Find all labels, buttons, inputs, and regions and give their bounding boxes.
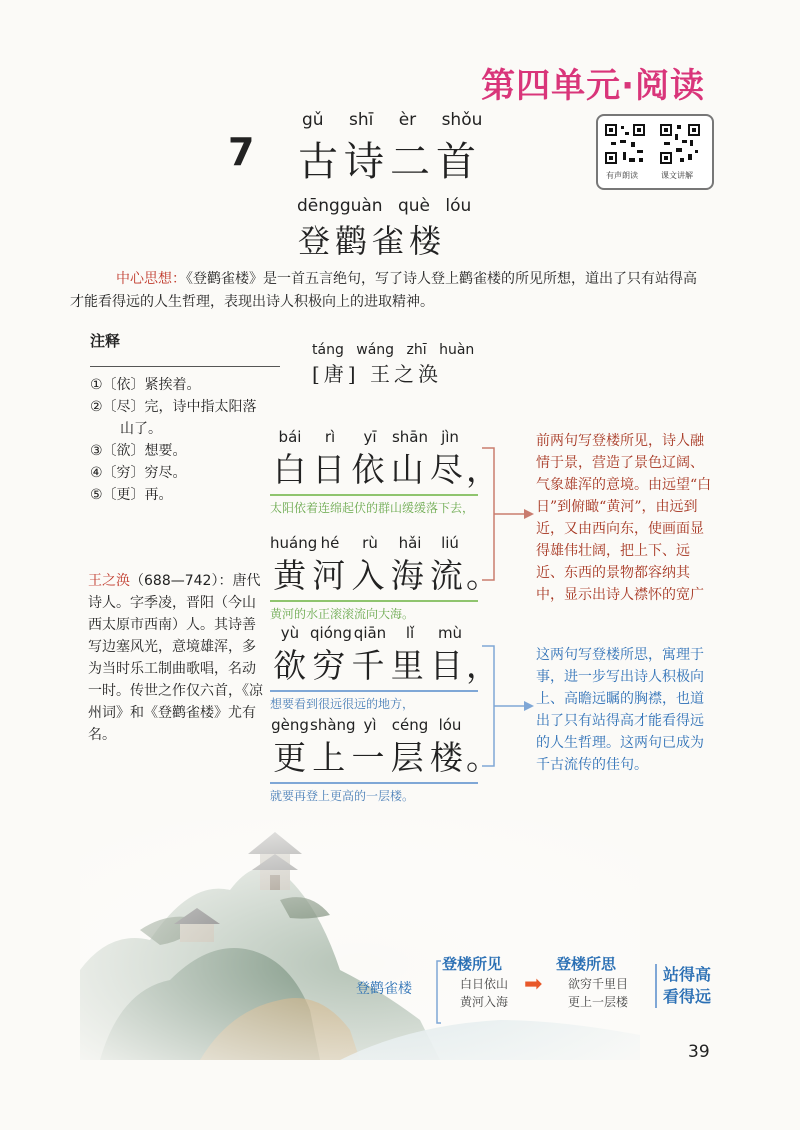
pinyin-syllable: jìn [441, 428, 459, 446]
poem-punctuation: 。 [466, 738, 500, 777]
note-item: ③〔欲〕想要。 [90, 443, 187, 459]
summary-conclusion [655, 964, 711, 1008]
pinyin-syllable: hé [320, 534, 340, 552]
summary-box-thought-line: 欲穷千里目 [567, 977, 628, 991]
arrow-blue-icon [524, 701, 534, 711]
poem-char: 尽 [429, 450, 463, 489]
poem-char: 入 [351, 556, 385, 595]
pinyin-syllable: bái [278, 428, 302, 446]
pinyin-syllable: gèng [271, 716, 309, 734]
pinyin-syllable: yù [280, 624, 300, 642]
line-translation: 想要看到很远很远的地方， [270, 697, 415, 711]
pinyin-syllable: yī [363, 428, 377, 446]
poem-char: 山 [390, 450, 424, 489]
pinyin-syllable: qióng [310, 624, 352, 642]
qr-code-audio-icon[interactable] [603, 122, 647, 166]
pinyin-syllable: huáng [270, 534, 318, 552]
arrow-red-icon [524, 509, 534, 519]
qr-code-lecture-icon[interactable] [658, 122, 702, 166]
pinyin-syllable: shàng [310, 716, 356, 734]
poem-char: 依 [351, 450, 385, 489]
poem-char: 层 [390, 738, 424, 777]
qr-code-panel[interactable] [596, 114, 714, 190]
poem-char: 流 [429, 556, 463, 595]
poem-char: 黄 [273, 556, 307, 595]
line-underline [270, 600, 478, 602]
line-translation: 太阳依着连绵起伏的群山缓缓落下去， [270, 501, 475, 515]
poem-char: 河 [312, 556, 346, 595]
author-bio [88, 570, 263, 746]
lesson-number: 7 [228, 130, 255, 174]
poem-line-4 [270, 716, 500, 804]
notes-list [90, 374, 290, 506]
dynasty-author: [唐] 王之涣 [312, 362, 442, 386]
poem-title-pinyin: dēngguàn què lóu [297, 196, 472, 216]
poem-char: 日 [312, 450, 346, 489]
poem-char: 穷 [312, 646, 346, 685]
poem-char: 白 [273, 450, 307, 489]
pinyin-syllable: lǐ [405, 624, 415, 642]
poem-line-2 [270, 534, 500, 622]
poem-punctuation: ， [466, 450, 500, 489]
notes-title: 注释 [90, 332, 121, 350]
pinyin-syllable: mù [437, 624, 463, 642]
page-number: 39 [688, 1042, 710, 1062]
author-text: （688—742）：唐代诗人。字季凌，晋阳（今山西太原市西南）人。其诗善写边塞风光，意境雄浑，多为当时乐工制曲歌唱，名动一时。传世之作仅六首，《凉州词》和《登鹳雀楼》尤有名。 [88, 573, 263, 743]
line-pinyin [270, 428, 490, 448]
poem-char: 海 [390, 556, 424, 595]
note-item: ①〔依〕紧挨着。 [90, 377, 201, 393]
poem-title: 登鹳雀楼 [298, 222, 447, 260]
poem-char: 欲 [273, 646, 307, 685]
qr-label-audio: 有声朗读 [606, 171, 638, 180]
qr-label-lecture: 课文讲解 [661, 171, 693, 180]
note-item: ④〔穷〕穷尽。 [90, 465, 187, 481]
poem-line-3 [270, 624, 500, 712]
poem-punctuation: ， [466, 646, 500, 685]
summary-conclusion-line: 站得高 [663, 965, 712, 984]
summary-box-seen-line: 白日依山 [459, 977, 508, 991]
line-translation: 就要再登上更高的一层楼。 [270, 789, 415, 803]
summary-arrow-icon: ➡ [524, 972, 543, 997]
main-idea-text: 《登鹳雀楼》是一首五言绝句，写了诗人登上鹳雀楼的所见所想，道出了只有站得高才能看得远的人生哲理，表现出诗人积极向上的进取精神。 [70, 271, 697, 310]
line-pinyin [270, 716, 490, 736]
pinyin-syllable: shān [391, 428, 429, 446]
poem-punctuation: 。 [466, 556, 500, 595]
summary-poem-name: 登鹳雀楼 [356, 981, 412, 997]
pinyin-syllable: rì [324, 428, 336, 446]
notes-divider [90, 366, 280, 367]
pinyin-syllable: hǎi [398, 534, 422, 552]
lesson-title-pinyin: gǔ shī èr shǒu [302, 110, 483, 130]
line-text [270, 554, 500, 598]
line-translation: 黄河的水正滚滚流向大海。 [270, 607, 415, 621]
comment-first-couplet: 前两句写登楼所见，诗人融情于景，营造了景色辽阔、气象雄浑的意境。由远望“白日”到俯瞰“黄河”，由远到近，又由西向东，使画面显得雄伟壮阔，把上下、远近、东西的景物都容纳其中，显示出诗人襟怀的宽广 [536, 433, 712, 603]
summary-conclusion-line: 看得远 [663, 987, 712, 1006]
bracket-connectors [480, 440, 540, 780]
poem-char: 千 [351, 646, 385, 685]
pinyin-syllable: céng [391, 716, 429, 734]
note-item: ②〔尽〕完，诗中指太阳落 [90, 399, 257, 415]
note-item: ⑤〔更〕再。 [90, 487, 173, 503]
pavilion-landscape-illustration [80, 820, 640, 1060]
comment-second-couplet: 这两句写登楼所思，寓理于事，进一步写出诗人积极向上、高瞻远瞩的胸襟，也道出了只有站得高才能看得远的人生哲理。这两句已成为千古流传的佳句。 [536, 647, 704, 773]
line-underline [270, 690, 478, 692]
poem-char: 更 [273, 738, 307, 777]
pinyin-syllable: rù [362, 534, 378, 552]
lesson-title: 古诗二首 [298, 139, 482, 185]
main-idea-label: 中心思想： [116, 271, 186, 287]
bracket-top-icon [482, 448, 494, 580]
pinyin-syllable: lóu [438, 716, 462, 734]
poem-char: 里 [390, 646, 424, 685]
summary-box-seen [442, 953, 526, 1011]
poem-char: 一 [351, 738, 385, 777]
line-text [270, 644, 500, 688]
main-idea [70, 268, 710, 314]
author-name: 王之涣 [88, 573, 130, 589]
pinyin-syllable: qiān [353, 624, 387, 642]
poem-char: 楼 [429, 738, 463, 777]
summary-box-thought-line: 更上一层楼 [567, 995, 628, 1009]
unit-title: 第四单元·阅读 [481, 66, 705, 106]
line-underline [270, 782, 478, 784]
summary-box-thought [556, 953, 640, 1011]
summary-box-thought-title: 登楼所思 [556, 955, 617, 973]
dynasty-author-pinyin: táng wáng zhī huàn [312, 342, 475, 358]
line-underline [270, 494, 478, 496]
pinyin-syllable: liú [441, 534, 459, 552]
poem-char: 目 [429, 646, 463, 685]
summary-box-seen-title: 登楼所见 [442, 955, 503, 973]
summary-box-seen-line: 黄河入海 [459, 995, 508, 1009]
pinyin-syllable: yì [363, 716, 377, 734]
bracket-bottom-icon [482, 646, 494, 766]
line-pinyin [270, 534, 490, 554]
line-pinyin [270, 624, 490, 644]
poem-line-1 [270, 428, 500, 516]
poem-char: 上 [312, 738, 346, 777]
line-text [270, 736, 500, 780]
note-item: 山了。 [120, 421, 162, 437]
line-text [270, 448, 500, 492]
